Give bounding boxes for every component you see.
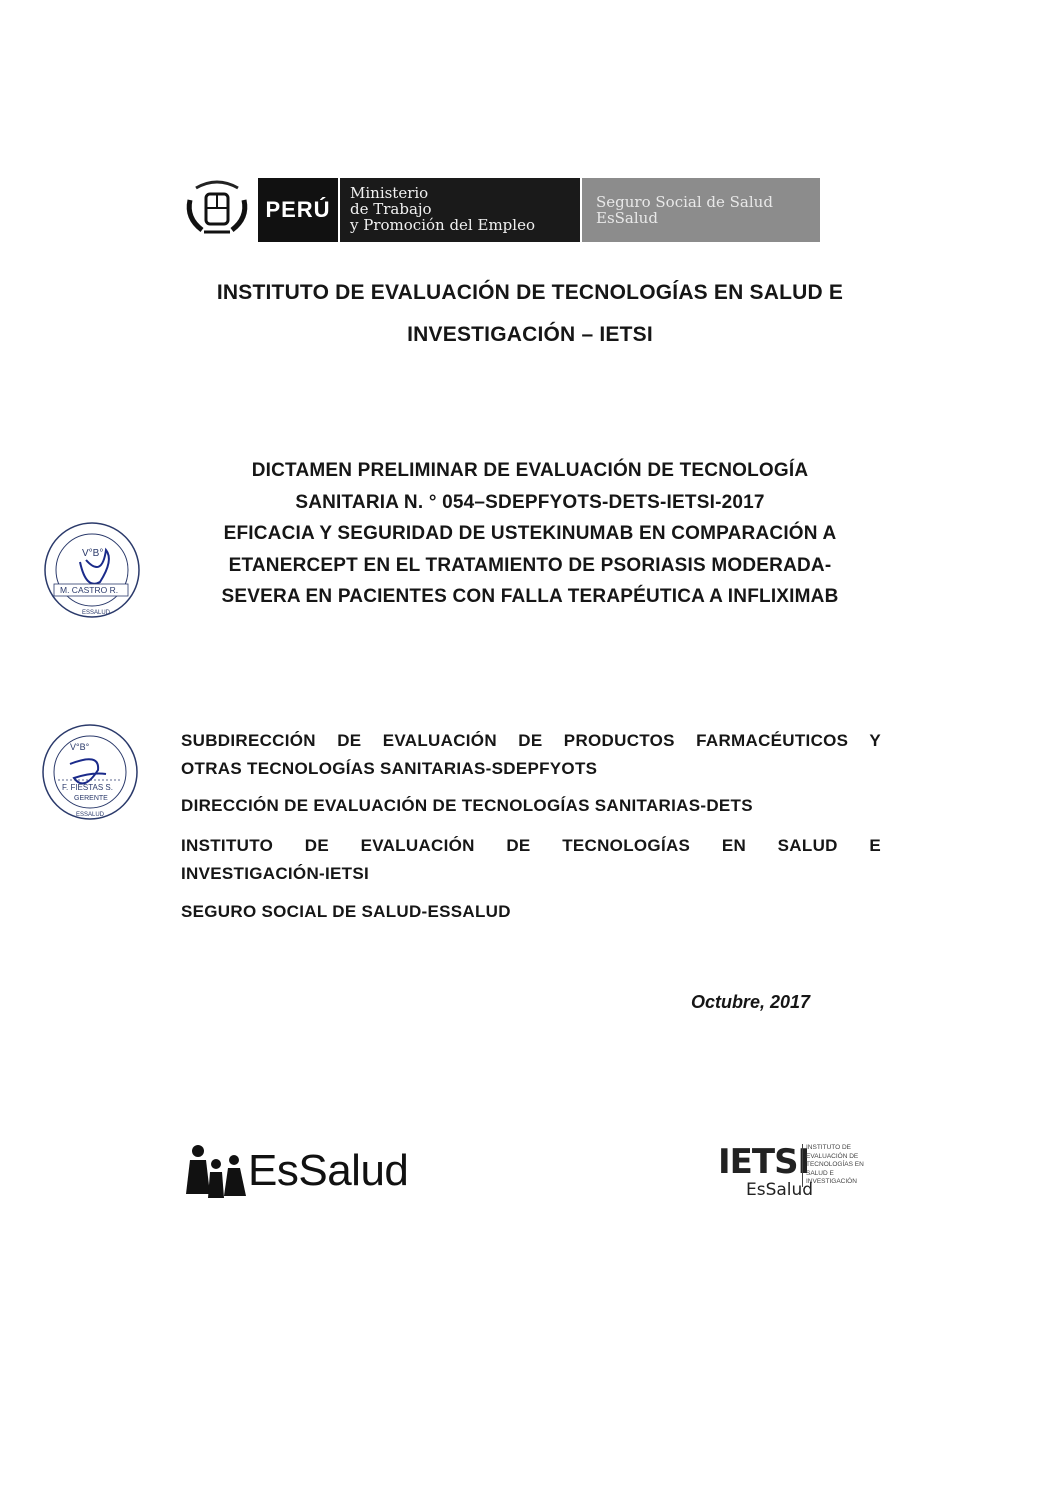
dictamen-line-3: EFICACIA Y SEGURIDAD DE USTEKINUMAB EN COMPARACIÓN A — [223, 523, 837, 544]
ministry-line-1: Ministerio — [350, 184, 429, 202]
ietsi-line-1: INSTITUTO DE EVALUACIÓN DE TECNOLOGÍAS EN SALUD E — [181, 836, 881, 855]
ietsi-line-2: INVESTIGACIÓN-IETSI — [181, 864, 369, 883]
svg-text:V°B°: V°B° — [82, 548, 104, 559]
header-banner — [182, 178, 822, 242]
institute-title — [120, 272, 940, 356]
svg-text:ESSALUD: ESSALUD — [76, 812, 105, 818]
svg-text:M. CASTRO R.: M. CASTRO R. — [60, 585, 119, 595]
dictamen-title — [150, 455, 910, 613]
dictamen-line-2: SANITARIA N. ° 054–SDEPFYOTS-DETS-IETSI-2017 — [295, 491, 765, 513]
sub-direction-line-1: SUBDIRECCIÓN DE EVALUACIÓN DE PRODUCTOS FARMACÉUTICOS Y — [181, 731, 881, 750]
sub-direction-line-2: OTRAS TECNOLOGÍAS SANITARIAS-SDEPFYOTS — [181, 759, 598, 778]
ministry-line-3: y Promoción del Empleo — [350, 216, 535, 234]
dets-line: DIRECCIÓN DE EVALUACIÓN DE TECNOLOGÍAS SANITARIAS-DETS — [181, 796, 753, 815]
ietsi-logo-description: INSTITUTO DE EVALUACIÓN DE TECNOLOGÍAS EN SALUD E INVESTIGACIÓN — [802, 1144, 866, 1187]
approval-stamp-castro — [42, 520, 142, 620]
dictamen-line-4: ETANERCEPT EN EL TRATAMIENTO DE PSORIASIS MODERADA- — [228, 554, 832, 576]
ietsi-logo — [718, 1142, 863, 1202]
dictamen-line-1: DICTAMEN PRELIMINAR DE EVALUACIÓN DE TECNOLOGÍA — [251, 460, 809, 481]
essalud-header-line-1: Seguro Social de Salud — [596, 193, 773, 211]
svg-text:GERENTE: GERENTE — [74, 795, 108, 802]
ministry-line-2: de Trabajo — [350, 200, 432, 218]
essalud-header-line-2: EsSalud — [596, 209, 658, 227]
essalud-logo — [186, 1138, 446, 1208]
ietsi-logo-subtext: EsSalud — [746, 1180, 814, 1200]
document-date: Octubre, 2017 — [690, 992, 810, 1012]
essalud-line: SEGURO SOCIAL DE SALUD-ESSALUD — [181, 902, 511, 921]
ministry-label — [340, 178, 580, 242]
svg-text:V°B°: V°B° — [70, 742, 90, 752]
dictamen-line-5: SEVERA EN PACIENTES CON FALLA TERAPÉUTICA A INFLIXIMAB — [221, 586, 839, 607]
institute-title-line-1: INSTITUTO DE EVALUACIÓN DE TECNOLOGÍAS EN SALUD E — [216, 281, 844, 304]
institute-title-line-2: INVESTIGACIÓN – IETSI — [407, 323, 653, 346]
essalud-header-label — [582, 178, 820, 242]
svg-text:F. FIESTAS S.: F. FIESTAS S. — [62, 783, 113, 792]
essalud-logo-text: EsSalud — [248, 1146, 409, 1195]
svg-text:ESSALUD: ESSALUD — [82, 610, 111, 616]
peru-label: PERÚ — [258, 178, 338, 242]
peru-coat-of-arms-icon — [182, 178, 252, 242]
family-figures-icon — [186, 1142, 248, 1202]
ietsi-logo-text: IETSI — [718, 1142, 810, 1182]
approval-stamp-fiestas — [40, 722, 140, 822]
